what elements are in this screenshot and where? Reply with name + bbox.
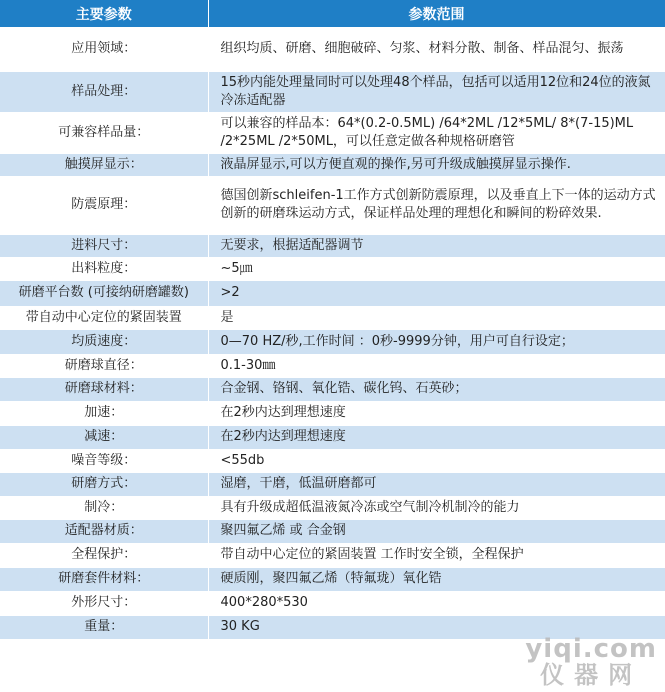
table-row (0, 153, 665, 176)
param-value: <55db (208, 449, 665, 472)
table-row (0, 71, 665, 112)
param-label: 带自动中心定位的紧固装置 (0, 306, 208, 329)
param-value: 液晶屏显示,可以方便直观的操作,另可升级成触摸屏显示操作. (208, 153, 665, 176)
param-label: 减速： (0, 425, 208, 449)
param-value: ~5㎛ (208, 257, 665, 280)
param-label: 加速： (0, 401, 208, 425)
param-value: 30 KG (208, 615, 665, 639)
param-label: 触摸屏显示： (0, 153, 208, 176)
header-main-params: 主要参数 (0, 0, 208, 27)
param-value: 在2秒内达到理想速度 (208, 425, 665, 449)
param-label: 可兼容样品量： (0, 112, 208, 153)
yiqi-watermark-logo (525, 636, 657, 688)
table-row (0, 176, 665, 234)
param-value: 组织均质、研磨、细胞破碎、匀浆、材料分散、制备、样品混匀、振荡 (208, 27, 665, 71)
param-label: 研磨套件材料： (0, 567, 208, 591)
table-row (0, 280, 665, 306)
param-label: 样品处理： (0, 71, 208, 112)
table-row (0, 27, 665, 71)
table-row (0, 449, 665, 472)
param-label: 研磨方式： (0, 472, 208, 496)
param-label: 外形尺寸： (0, 591, 208, 615)
table-row (0, 401, 665, 425)
param-value: >2 (208, 280, 665, 306)
param-value: 是 (208, 306, 665, 329)
table-row (0, 519, 665, 543)
watermark-domain: yiqi.com (525, 634, 657, 664)
table-row (0, 567, 665, 591)
param-label: 研磨球材料： (0, 377, 208, 401)
param-label: 应用领域： (0, 27, 208, 71)
table-row (0, 306, 665, 329)
table-row (0, 257, 665, 280)
param-label: 均质速度： (0, 329, 208, 354)
spec-table-body (0, 27, 665, 639)
table-row (0, 234, 665, 257)
param-value: 15秒内能处理量同时可以处理48个样品，包括可以适用12位和24位的液氮冷冻适配器 (208, 71, 665, 112)
table-row (0, 354, 665, 377)
table-row (0, 329, 665, 354)
table-row (0, 112, 665, 153)
table-row (0, 591, 665, 615)
table-row (0, 543, 665, 567)
table-row (0, 472, 665, 496)
param-label: 防震原理： (0, 176, 208, 234)
param-label: 重量： (0, 615, 208, 639)
param-label: 研磨球直径： (0, 354, 208, 377)
param-value: 硬质刚，聚四氟乙烯（特氟珑）氧化锆 (208, 567, 665, 591)
param-value: 0.1-30㎜ (208, 354, 665, 377)
watermark-cn: 仪器网 (540, 661, 643, 689)
param-label: 出料粒度： (0, 257, 208, 280)
param-label: 进料尺寸： (0, 234, 208, 257)
param-value: 湿磨，干磨，低温研磨都可 (208, 472, 665, 496)
header-param-range: 参数范围 (208, 0, 665, 27)
table-header-row (0, 0, 665, 27)
param-value: 0—70 HZ/秒,工作时间 ：0秒-9999分钟，用户可自行设定； (208, 329, 665, 354)
param-label: 噪音等级： (0, 449, 208, 472)
param-label: 适配器材质： (0, 519, 208, 543)
table-row (0, 377, 665, 401)
param-label: 制冷： (0, 496, 208, 519)
table-row (0, 615, 665, 639)
param-value: 具有升级成超低温液氮冷冻或空气制冷机制冷的能力 (208, 496, 665, 519)
param-label: 研磨平台数 (可接纳研磨罐数) (0, 280, 208, 306)
param-value: 聚四氟乙烯 或 合金钢 (208, 519, 665, 543)
param-label: 全程保护： (0, 543, 208, 567)
param-value: 合金钢、铬钢、氧化锆、碳化钨、石英砂； (208, 377, 665, 401)
param-value: 带自动中心定位的紧固装置 工作时安全锁，全程保护 (208, 543, 665, 567)
param-value: 德国创新schleifen-1工作方式创新防震原理，以及垂直上下一体的运动方式创新的研磨珠运动方式，保证样品处理的理想化和瞬间的粉碎效果. (208, 176, 665, 234)
param-value: 400*280*530 (208, 591, 665, 615)
param-value: 在2秒内达到理想速度 (208, 401, 665, 425)
table-row (0, 496, 665, 519)
table-row (0, 425, 665, 449)
param-value: 可以兼容的样品本：64*(0.2-0.5ML) /64*2ML /12*5ML/ 8*(7-15)ML /2*25ML /2*50ML，可以任意定做各种规格研磨管 (208, 112, 665, 153)
param-value: 无要求，根据适配器调节 (208, 234, 665, 257)
